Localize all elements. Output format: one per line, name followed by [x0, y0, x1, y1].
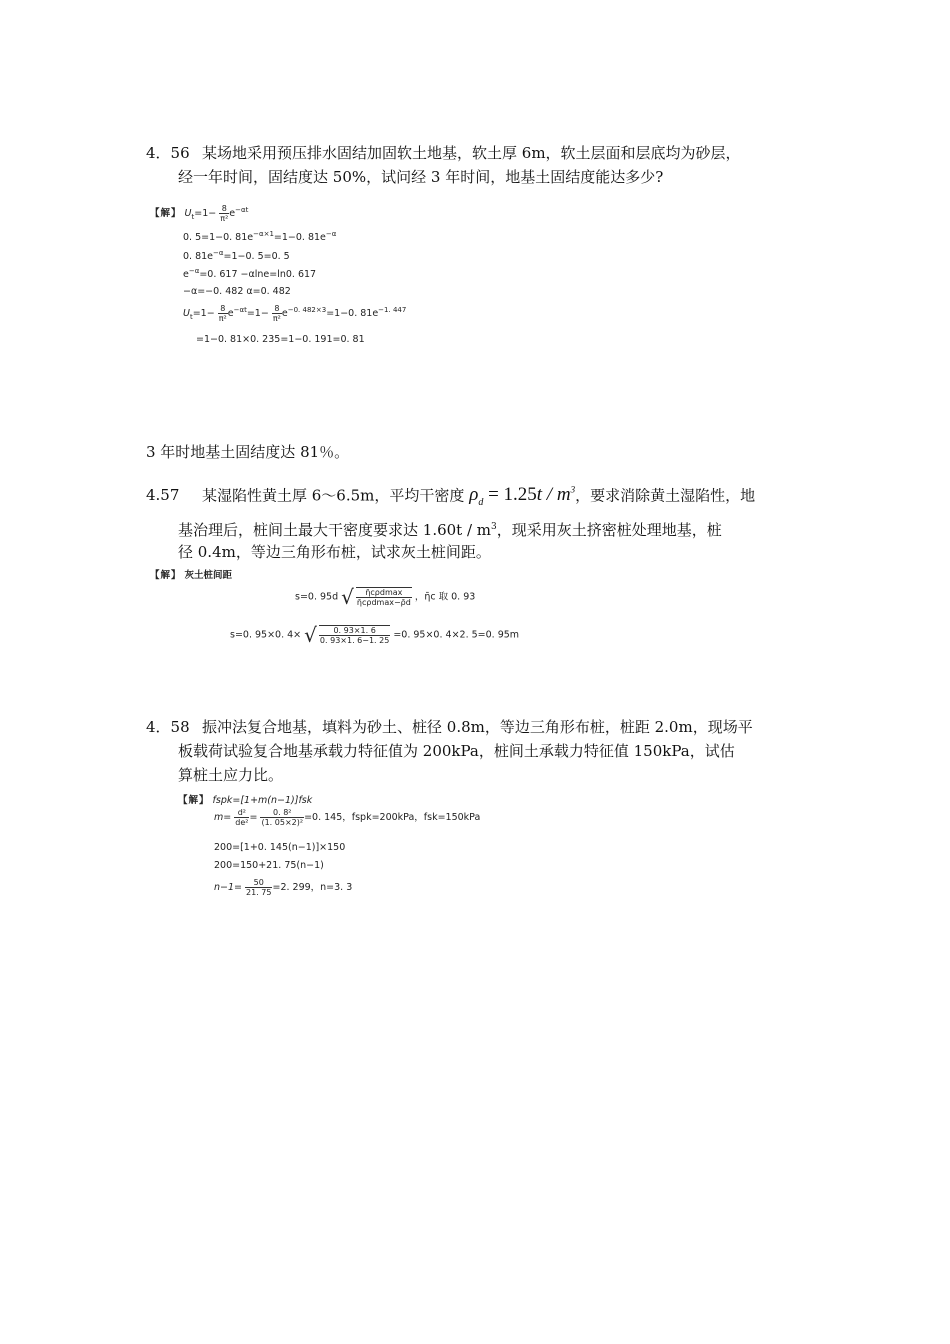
solution-line-3	[183, 249, 290, 262]
symbol-u: U	[183, 308, 190, 319]
solution-line-4	[214, 860, 324, 871]
solution-line-2	[214, 808, 480, 827]
solution-4-58	[178, 792, 498, 902]
superscript: −0. 482×3	[287, 305, 327, 314]
text: e	[183, 269, 189, 281]
text: =1−	[194, 208, 217, 219]
solution-line-7	[196, 334, 365, 345]
answer-4-56: 3 年时地基土固结度达 81％。	[146, 443, 350, 461]
solution-title: 灰土桩间距	[184, 570, 233, 581]
text: 0. 81e	[183, 251, 214, 263]
solution-line-2	[183, 230, 336, 243]
fraction	[218, 304, 228, 323]
text: e	[229, 208, 236, 219]
question-text-line2: 经一年时间，固结度达 50%，试问经 3 年时间，地基土固结度能达多少?	[178, 168, 664, 186]
question-4-56	[146, 141, 806, 189]
fraction	[272, 304, 282, 323]
question-number: 4．56	[146, 144, 190, 162]
solution-4-56	[150, 200, 450, 350]
denominator: 21. 75	[246, 888, 272, 897]
density-formula	[469, 484, 576, 509]
subscript: t	[189, 312, 193, 321]
denominator: η̄cρdmax−ρ̄d	[356, 598, 411, 607]
text: 200=150+21. 75(n−1)	[214, 860, 324, 871]
denominator: 0. 93×1. 6−1. 25	[319, 636, 390, 645]
text: e	[227, 308, 234, 319]
text: s=0. 95d	[295, 591, 339, 603]
superscript: 3	[570, 485, 576, 495]
question-4-57-line3: 径 0.4m，等边三角形布桩，试求灰土桩间距。	[178, 543, 491, 561]
superscript: −α	[325, 230, 337, 238]
question-number: 4.57	[146, 486, 180, 505]
denominator: π²	[272, 314, 281, 323]
question-number: 4．58	[146, 718, 190, 736]
text: 0. 5=1−0. 81e	[183, 232, 254, 244]
solution-4-57	[150, 567, 540, 657]
text: = 1.25	[488, 484, 537, 506]
text: −α=−0. 482 α=0. 482	[183, 286, 291, 297]
text: 200=[1+0. 145(n−1)]×150	[214, 842, 346, 853]
denominator: π²	[220, 214, 229, 223]
denominator: π²	[218, 314, 227, 323]
text: =0. 145，fspk=200kPa，fsk=150kPa	[304, 812, 481, 823]
question-text-line2: 板载荷试验复合地基承载力特征值为 200kPa，桩间土承载力特征值 150kPa，试估	[178, 742, 735, 760]
numerator: 8	[218, 304, 228, 314]
solution-line-6	[183, 304, 406, 323]
radicand	[319, 625, 390, 645]
subscript: t	[191, 212, 195, 221]
question-4-57-line2	[178, 515, 798, 542]
question-text: ，现采用灰土挤密桩处理地基，桩	[496, 521, 722, 539]
sqrt-icon: √	[341, 585, 354, 609]
text: =1−	[246, 308, 269, 319]
formula-line-2	[230, 625, 519, 645]
rho: ρ	[469, 484, 479, 506]
symbol-u: U	[184, 208, 192, 219]
numerator: 8	[219, 204, 229, 214]
numerator: d²	[234, 808, 249, 818]
superscript: −αt	[235, 205, 249, 214]
text: =1−0. 81×0. 235=1−0. 191=0. 81	[196, 334, 365, 345]
text: =1−0. 81e	[273, 232, 326, 244]
numerator: 8	[272, 304, 282, 314]
solution-line-1	[178, 792, 312, 806]
question-text-line3: 算桩土应力比。	[178, 766, 284, 784]
formula-line-1	[295, 587, 475, 607]
denominator: (1. 05×2)²	[261, 818, 304, 827]
text: =1−0. 81e	[326, 308, 379, 319]
solution-header	[150, 567, 232, 581]
question-text: 基治理后，桩间土最大干密度要求达 1.60t / m	[178, 521, 492, 539]
question-text-line1: 振冲法复合地基，填料为砂土、桩径 0.8m，等边三角形布桩，桩距 2.0m，现场平	[202, 718, 753, 736]
solution-tag: 【解】	[178, 795, 210, 806]
superscript: −1. 447	[378, 305, 407, 314]
solution-line-4	[183, 267, 316, 280]
denominator: de²	[235, 818, 249, 827]
solution-tag: 【解】	[150, 208, 182, 219]
question-text: 某湿陷性黄土厚 6～6.5m，平均干密度	[202, 486, 465, 505]
sqrt-icon: √	[304, 623, 317, 647]
question-text: ，要求消除黄土湿陷性，地	[575, 486, 756, 505]
fraction	[234, 808, 249, 827]
fraction	[356, 588, 412, 607]
subscript: d	[478, 497, 484, 509]
text: m=	[214, 812, 232, 823]
fraction	[245, 878, 272, 897]
text: =1−0. 5=0. 5	[223, 251, 290, 263]
text: fspk=[1+m(n−1)]fsk	[212, 795, 313, 806]
text: ，η̄c 取 0. 93	[414, 591, 476, 603]
fraction	[260, 808, 304, 827]
text: e	[281, 308, 288, 319]
numerator: 0. 8²	[260, 808, 304, 818]
numerator: 50	[245, 878, 272, 888]
text: =0. 617 −αlne=ln0. 617	[199, 269, 317, 281]
superscript: −αt	[233, 305, 247, 314]
numerator: 0. 93×1. 6	[319, 626, 390, 636]
text: =1−	[192, 308, 215, 319]
superscript: −α	[188, 267, 200, 275]
text: =	[249, 812, 258, 823]
superscript: 3	[491, 522, 497, 532]
solution-line-5	[214, 878, 352, 897]
solution-line-5	[183, 286, 291, 297]
unit: t / m	[536, 484, 571, 506]
solution-tag: 【解】	[150, 570, 182, 581]
question-4-58	[146, 715, 806, 787]
text: =0. 95×0. 4×2. 5=0. 95m	[393, 629, 520, 641]
radicand	[356, 587, 412, 607]
numerator: η̄cρdmax	[356, 588, 412, 598]
question-4-57	[146, 478, 806, 515]
solution-line-1	[150, 204, 248, 223]
question-text-line1: 某场地采用预压排水固结加固软土地基，软土厚 6m，软土层面和层底均为砂层，	[202, 144, 741, 162]
text: =2. 299，n=3. 3	[272, 882, 353, 893]
text: s=0. 95×0. 4×	[230, 629, 302, 641]
superscript: −α×1	[253, 230, 274, 238]
solution-line-3	[214, 842, 345, 853]
superscript: −α	[213, 249, 224, 257]
fraction	[319, 626, 390, 645]
text: n−1=	[214, 882, 242, 893]
fraction	[219, 204, 229, 223]
